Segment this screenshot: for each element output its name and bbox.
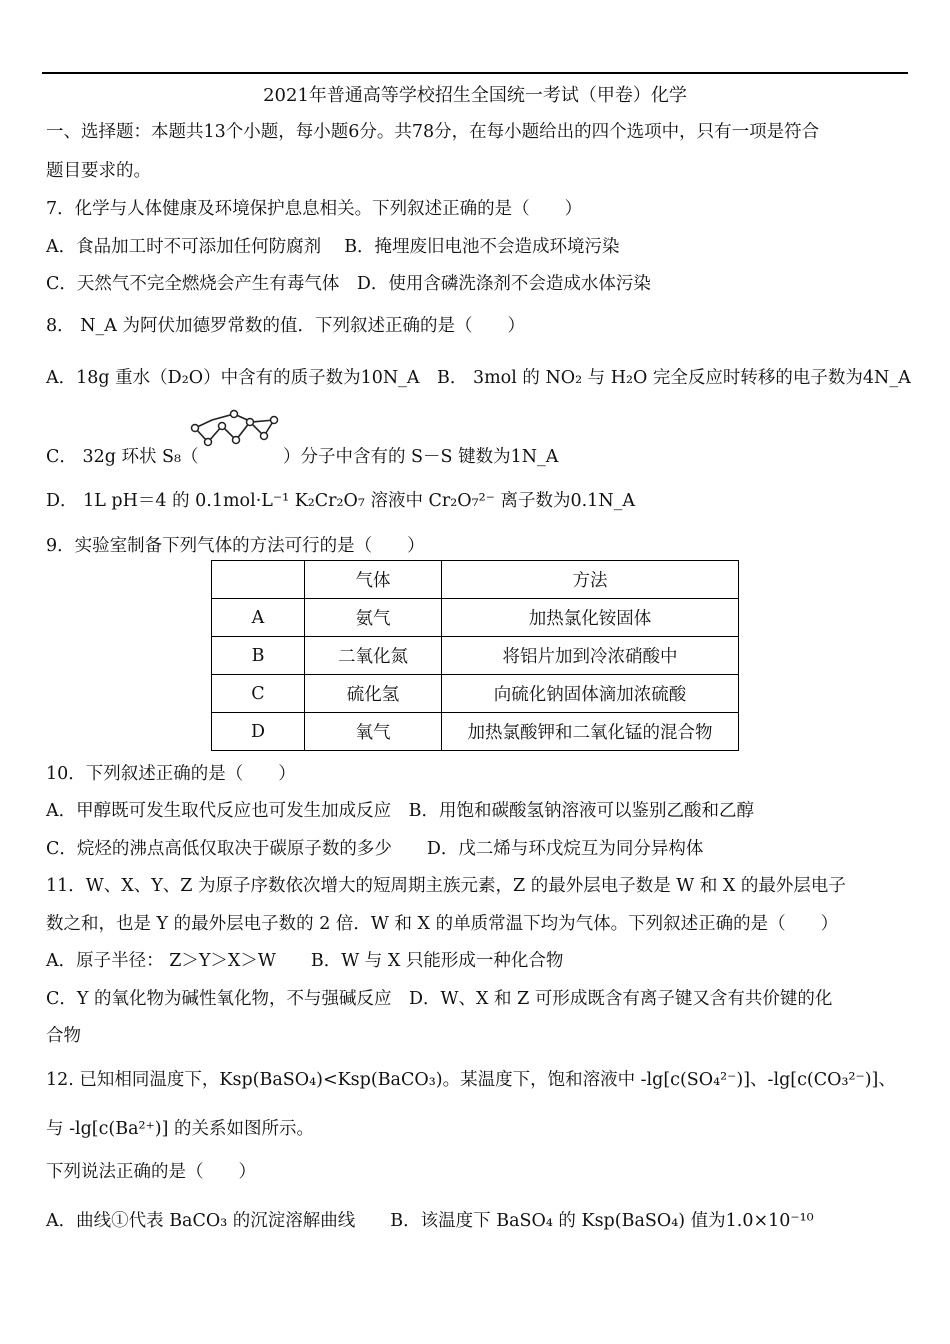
table-header-cell [212,561,305,599]
q8-option-d: D． 1L pH＝4 的 0.1mol·L⁻¹ K₂Cr₂O₇ 溶液中 Cr₂O₇²⁻ 离子数为0.1N_A [46,491,636,511]
table-cell: 向硫化钠固体滴加浓硫酸 [442,675,739,713]
section-instructions-line1: 一、选择题：本题共13个小题，每小题6分。共78分，在每小题给出的四个选项中，只有一项是符合 [46,122,820,142]
q11-options-ab: A．原子半径： Z＞Y＞X＞W B．W 与 X 只能形成一种化合物 [46,951,564,971]
q9-stem: 9．实验室制备下列气体的方法可行的是（ ） [46,536,425,556]
q12-options-ab: A．曲线①代表 BaCO₃ 的沉淀溶解曲线 B．该温度下 BaSO₄ 的 Ksp(BaSO₄) 值为1.0×10⁻¹⁰ [46,1211,814,1231]
q9-table [211,560,739,751]
q11-stem-line1: 11．W、X、Y、Z 为原子序数依次增大的短周期主族元素，Z 的最外层电子数是 W 和 X 的最外层电子 [46,876,846,896]
q8-options-ab: A．18g 重水（D₂O）中含有的质子数为10N_A B． 3mol 的 NO₂ 与 H₂O 完全反应时转移的电子数为4N_A [46,368,911,388]
exam-title: 2021年普通高等学校招生全国统一考试（甲卷）化学 [263,85,687,106]
table-row [212,637,739,675]
table-cell: 硫化氢 [305,675,442,713]
q10-options-ab: A．甲醇既可发生取代反应也可发生加成反应 B．用饱和碳酸氢钠溶液可以鉴别乙酸和乙醇 [46,801,754,821]
section-instructions-line2: 题目要求的。 [46,161,151,181]
table-cell: C [212,675,305,713]
table-cell: 二氧化氮 [305,637,442,675]
table-header-cell: 方法 [442,561,739,599]
q12-stem-line3: 下列说法正确的是（ ） [46,1162,256,1182]
q12-stem-line2: 与 -lg[c(Ba²⁺)] 的关系如图所示。 [46,1119,314,1139]
q7-options-ab: A．食品加工时不可添加任何防腐剂 B．掩埋废旧电池不会造成环境污染 [46,237,620,257]
q7-stem: 7．化学与人体健康及环境保护息息相关。下列叙述正确的是（ ） [46,199,583,219]
table-row [212,713,739,751]
table-header-row [212,561,739,599]
q12-stem-line1: 12. 已知相同温度下，Ksp(BaSO₄)<Ksp(BaCO₃)。某温度下，饱和溶液中 -lg[c(SO₄²⁻)]、-lg[c(CO₃²⁻)]、 [46,1070,896,1090]
q7-options-cd: C．天然气不完全燃烧会产生有毒气体 D．使用含磷洗涤剂不会造成水体污染 [46,274,651,294]
q10-options-cd: C．烷烃的沸点高低仅取决于碳原子数的多少 D．戊二烯与环戊烷互为同分异构体 [46,839,704,859]
table-cell: B [212,637,305,675]
q11-options-cd-line2: 合物 [46,1026,81,1046]
table-cell: 加热氯酸钾和二氧化锰的混合物 [442,713,739,751]
table-cell: 将铝片加到冷浓硝酸中 [442,637,739,675]
q10-stem: 10．下列叙述正确的是（ ） [46,764,296,784]
table-header-cell: 气体 [305,561,442,599]
q11-options-cd-line1: C．Y 的氧化物为碱性氧化物，不与强碱反应 D．W、X 和 Z 可形成既含有离子键又含有共价键的化 [46,989,833,1009]
table-cell: D [212,713,305,751]
s8-ring-structure [190,408,280,454]
table-cell: 氨气 [305,599,442,637]
table-cell: 加热氯化铵固体 [442,599,739,637]
q8-stem: 8． N_A 为阿伏加德罗常数的值．下列叙述正确的是（ ） [46,316,525,336]
table-cell: 氧气 [305,713,442,751]
top-rule [42,72,908,74]
table-row [212,599,739,637]
table-row [212,675,739,713]
q8-option-c-pre: C． 32g 环状 S₈（ [46,447,199,467]
table-cell: A [212,599,305,637]
q8-option-c-post: ）分子中含有的 S－S 键数为1N_A [283,447,559,467]
q11-stem-line2: 数之和，也是 Y 的最外层电子数的 2 倍．W 和 X 的单质常温下均为气体。下列叙述正确的是（ ） [46,914,839,934]
